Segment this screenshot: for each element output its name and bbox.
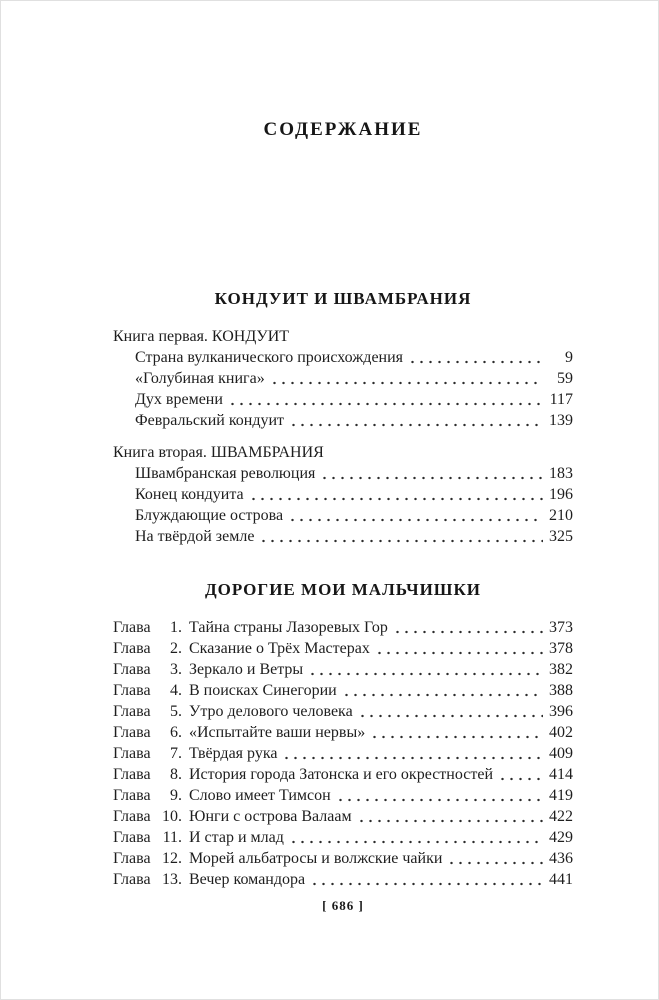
chapter-title: История города Затонска и его окрестностей [189, 766, 493, 783]
chapter-word: Глава [113, 745, 151, 762]
toc-entry [113, 410, 573, 431]
entry-page-number: 183 [549, 465, 573, 482]
chapter-number: 10. [162, 808, 182, 825]
entry-title: На твёрдой земле [135, 528, 255, 545]
group-label: Книга вторая. ШВАМБРАНИЯ [113, 444, 324, 461]
dot-leader [408, 347, 543, 368]
entry-page-number: 9 [565, 349, 573, 366]
toc-chapter-entry [113, 869, 573, 890]
group-entries [113, 463, 573, 547]
toc-chapter-entry [113, 785, 573, 806]
folio-page-number: [ 686 ] [322, 898, 364, 913]
dot-leader [447, 848, 543, 869]
dot-leader [375, 638, 543, 659]
chapter-word: Глава [113, 766, 151, 783]
entry-page-number: 382 [549, 661, 573, 678]
chapter-word: Глава [113, 787, 151, 804]
entry-page-number: 325 [549, 528, 573, 545]
toc-chapter-entry [113, 827, 573, 848]
section-heading: КОНДУИТ И ШВАМБРАНИЯ [214, 289, 472, 308]
chapter-word: Глава [113, 808, 151, 825]
entry-title: Дух времени [135, 391, 223, 408]
chapter-title: Твёрдая рука [189, 745, 278, 762]
dot-leader [249, 484, 543, 505]
chapter-number: 1. [170, 619, 182, 636]
entry-title: «Голубиная книга» [135, 370, 265, 387]
chapter-list [113, 617, 573, 890]
chapter-number: 13. [162, 871, 182, 888]
chapter-word: Глава [113, 619, 151, 636]
toc-entry [113, 389, 573, 410]
group-entries [113, 347, 573, 431]
dot-leader [393, 617, 543, 638]
section-heading: ДОРОГИЕ МОИ МАЛЬЧИШКИ [204, 580, 482, 599]
chapter-word: Глава [113, 829, 151, 846]
toc-entry [113, 505, 573, 526]
toc-entry [113, 347, 573, 368]
entry-page-number: 419 [549, 787, 573, 804]
page-title: СОДЕРЖАНИЕ [263, 119, 423, 140]
entry-page-number: 409 [549, 745, 573, 762]
entry-page-number: 429 [549, 829, 573, 846]
entry-title: Блуждающие острова [135, 507, 284, 524]
entry-page-number: 436 [549, 850, 573, 867]
dot-leader [310, 869, 543, 890]
chapter-title: Юнги с острова Валаам [189, 808, 352, 825]
entry-page-number: 441 [549, 871, 573, 888]
chapter-number: 4. [170, 682, 182, 699]
chapter-title: Морей альбатросы и волжские чайки [189, 850, 443, 867]
chapter-number: 8. [170, 766, 182, 783]
toc-chapter-entry [113, 701, 573, 722]
dot-leader [288, 505, 543, 526]
entry-page-number: 373 [549, 619, 573, 636]
entry-page-number: 402 [549, 724, 573, 741]
entry-page-number: 388 [549, 682, 573, 699]
dot-leader [259, 526, 543, 547]
section-dorogie-moi-malchishki [113, 579, 573, 890]
chapter-title: Утро делового человека [189, 703, 353, 720]
group-label: Книга первая. КОНДУИТ [113, 328, 290, 345]
chapter-number: 11. [162, 829, 182, 846]
chapter-number: 9. [170, 787, 182, 804]
entry-page-number: 422 [549, 808, 573, 825]
dot-leader [336, 785, 543, 806]
toc-entry [113, 484, 573, 505]
chapter-title: Сказание о Трёх Мастерах [189, 640, 370, 657]
dot-leader [358, 701, 543, 722]
entry-page-number: 378 [549, 640, 573, 657]
entry-page-number: 210 [549, 507, 573, 524]
chapter-word: Глава [113, 682, 151, 699]
dot-leader [289, 827, 543, 848]
chapter-word: Глава [113, 724, 151, 741]
entry-page-number: 396 [549, 703, 573, 720]
chapter-title: «Испытайте ваши нервы» [189, 724, 366, 741]
toc-content-block [113, 1, 573, 915]
chapter-number: 5. [170, 703, 182, 720]
toc-entry [113, 526, 573, 547]
entry-title: Конец кондуита [135, 486, 244, 503]
entry-title: Швамбранская революция [135, 465, 316, 482]
toc-chapter-entry [113, 743, 573, 764]
toc-chapter-entry [113, 638, 573, 659]
chapter-word: Глава [113, 661, 151, 678]
chapter-word: Глава [113, 850, 151, 867]
dot-leader [282, 743, 543, 764]
dot-leader [289, 410, 543, 431]
toc-chapter-entry [113, 680, 573, 701]
chapter-number: 6. [170, 724, 182, 741]
toc-entry [113, 463, 573, 484]
book-groups [113, 326, 573, 547]
entry-page-number: 139 [549, 412, 573, 429]
chapter-number: 7. [170, 745, 182, 762]
toc-group [113, 442, 573, 547]
toc-group [113, 326, 573, 431]
dot-leader [228, 389, 543, 410]
chapter-title: Зеркало и Ветры [189, 661, 304, 678]
toc-chapter-entry [113, 722, 573, 743]
chapter-title: Слово имеет Тимсон [189, 787, 331, 804]
entry-page-number: 414 [549, 766, 573, 783]
chapter-word: Глава [113, 871, 151, 888]
chapter-word: Глава [113, 640, 151, 657]
section-konduit-i-shvambraniya [113, 288, 573, 547]
entry-title: Страна вулканического происхождения [135, 349, 404, 366]
entry-page-number: 196 [549, 486, 573, 503]
dot-leader [370, 722, 543, 743]
toc-chapter-entry [113, 617, 573, 638]
dot-leader [498, 764, 543, 785]
dot-leader [342, 680, 543, 701]
chapter-number: 3. [170, 661, 182, 678]
dot-leader [357, 806, 543, 827]
toc-chapter-entry [113, 659, 573, 680]
chapter-word: Глава [113, 703, 151, 720]
chapter-title: Вечер командора [189, 871, 306, 888]
chapter-title: И стар и млад [189, 829, 284, 846]
entry-page-number: 117 [549, 391, 573, 408]
entry-title: Февральский кондуит [135, 412, 285, 429]
chapter-title: В поисках Синегории [189, 682, 337, 699]
toc-chapter-entry [113, 848, 573, 869]
toc-entry [113, 368, 573, 389]
chapter-number: 2. [170, 640, 182, 657]
toc-chapter-entry [113, 806, 573, 827]
chapter-number: 12. [162, 850, 182, 867]
entry-page-number: 59 [557, 370, 573, 387]
toc-chapter-entry [113, 764, 573, 785]
chapter-title: Тайна страны Лазоревых Гор [189, 619, 388, 636]
dot-leader [270, 368, 543, 389]
dot-leader [320, 463, 543, 484]
dot-leader [308, 659, 543, 680]
